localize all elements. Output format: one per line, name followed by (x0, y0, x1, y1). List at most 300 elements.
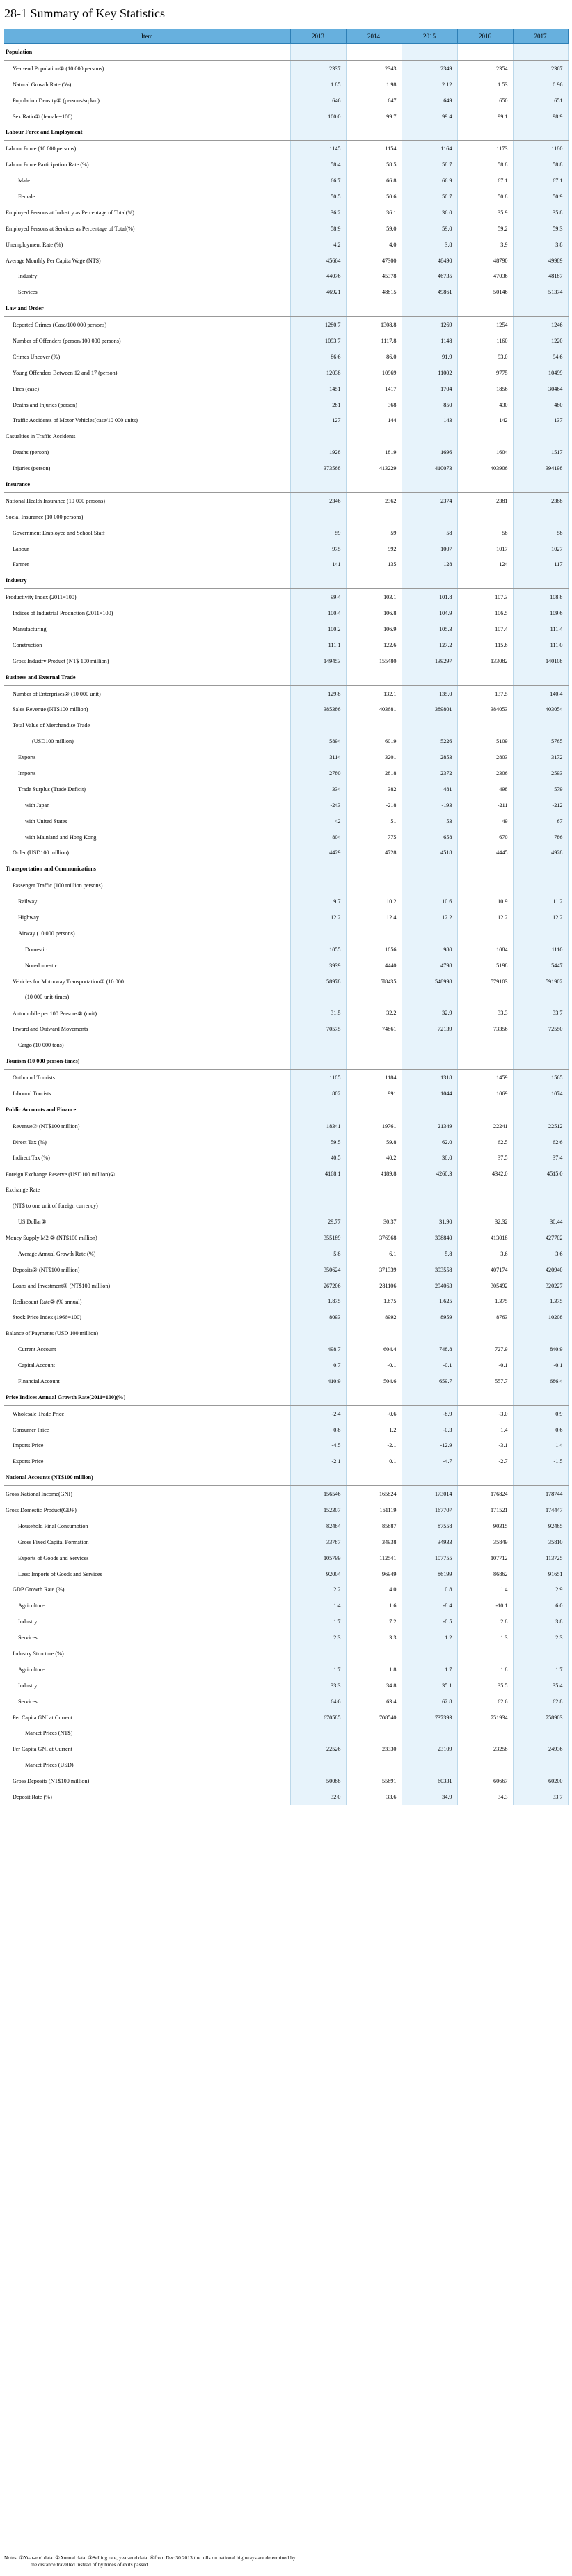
table-row (4, 685, 568, 701)
table-row (4, 1086, 568, 1102)
section-heading: Labour Force and Employment (4, 124, 290, 140)
cell-2015: 87558 (402, 1518, 457, 1534)
cell-2013 (290, 877, 346, 893)
table-row (4, 845, 568, 861)
cell-2017: 591902 (513, 974, 568, 990)
cell-2014: 155480 (346, 653, 402, 669)
section-heading: Population (4, 44, 290, 61)
cell-2013: -2.4 (290, 1405, 346, 1421)
table-row (4, 93, 568, 109)
table-row (4, 1357, 568, 1373)
cell-2016 (457, 1182, 513, 1198)
cell-2013: 127 (290, 412, 346, 428)
cell-2017: 58.8 (513, 157, 568, 173)
cell-2014: 7.2 (346, 1614, 402, 1630)
cell-2016: 137.5 (457, 685, 513, 701)
cell-2014: 50.6 (346, 189, 402, 205)
table-section-row (4, 669, 568, 685)
cell-2014: -218 (346, 797, 402, 813)
cell-2015: 21349 (402, 1118, 457, 1134)
table-row (4, 1646, 568, 1662)
cell-2016: 58 (457, 525, 513, 541)
cell-2013 (290, 509, 346, 525)
cell-2017: 91651 (513, 1566, 568, 1582)
row-label: Total Value of Merchandise Trade (4, 717, 290, 733)
table-row (4, 717, 568, 733)
cell-2017 (513, 1389, 568, 1405)
cell-2013: 129.8 (290, 685, 346, 701)
cell-2017: 403054 (513, 702, 568, 718)
table-row (4, 1550, 568, 1566)
cell-2013: 12.2 (290, 910, 346, 926)
cell-2017: 1517 (513, 444, 568, 460)
table-row (4, 1757, 568, 1773)
cell-2016: 1.4 (457, 1422, 513, 1438)
cell-2014: 59.0 (346, 221, 402, 237)
cell-2013: 1.875 (290, 1293, 346, 1309)
cell-2014: 1184 (346, 1070, 402, 1086)
cell-2017: 113725 (513, 1550, 568, 1566)
table-row (4, 1486, 568, 1502)
cell-2013 (290, 861, 346, 877)
cell-2016: 35849 (457, 1534, 513, 1550)
row-label: Gross Domestic Product(GDP) (4, 1502, 290, 1518)
cell-2014: -0.1 (346, 1357, 402, 1373)
cell-2017: 37.4 (513, 1150, 568, 1166)
table-row (4, 77, 568, 93)
cell-2015 (402, 428, 457, 444)
header-year-2016: 2016 (457, 29, 513, 44)
cell-2015: 393558 (402, 1262, 457, 1278)
table-section-row (4, 124, 568, 140)
cell-2017 (513, 1757, 568, 1773)
cell-2014 (346, 877, 402, 893)
cell-2014: 376968 (346, 1230, 402, 1246)
row-label: Current Account (4, 1341, 290, 1357)
cell-2013 (290, 1389, 346, 1405)
cell-2016 (457, 476, 513, 492)
row-label: Imports Price (4, 1437, 290, 1453)
cell-2016: 2381 (457, 492, 513, 508)
table-row (4, 284, 568, 300)
cell-2016 (457, 1726, 513, 1742)
cell-2015: 62.8 (402, 1694, 457, 1710)
cell-2014: 775 (346, 829, 402, 845)
cell-2014 (346, 1646, 402, 1662)
cell-2015: 1704 (402, 381, 457, 397)
cell-2013: 111.1 (290, 637, 346, 653)
cell-2014: 1117.8 (346, 333, 402, 349)
cell-2013: 410.9 (290, 1373, 346, 1389)
cell-2016: 142 (457, 412, 513, 428)
cell-2014: 48815 (346, 284, 402, 300)
table-row (4, 702, 568, 718)
cell-2015: 173014 (402, 1486, 457, 1502)
cell-2015: 34933 (402, 1534, 457, 1550)
cell-2015: 35.1 (402, 1678, 457, 1694)
row-label: Services (4, 284, 290, 300)
row-label: Year-end Population② (10 000 persons) (4, 60, 290, 76)
row-label: Male (4, 173, 290, 189)
cell-2015: 167707 (402, 1502, 457, 1518)
row-label: Revenue② (NT$100 million) (4, 1118, 290, 1134)
cell-2017 (513, 717, 568, 733)
table-row (4, 1726, 568, 1742)
cell-2017: 3.8 (513, 237, 568, 253)
row-label: Industry (4, 268, 290, 284)
cell-2017: 178744 (513, 1486, 568, 1502)
cell-2015: -0.3 (402, 1422, 457, 1438)
cell-2013 (290, 926, 346, 942)
table-row (4, 733, 568, 749)
cell-2014: 1154 (346, 141, 402, 157)
row-label: Unemployment Rate (%) (4, 237, 290, 253)
cell-2017: 30464 (513, 381, 568, 397)
notes-line-1: Notes: ①Year-end data. ②Annual data. ③Selling rate, year-end data. ④from Dec.30 2013,the tolls on national highways are determined by (4, 2554, 296, 2561)
cell-2013: 385386 (290, 702, 346, 718)
cell-2015: -12.9 (402, 1437, 457, 1453)
cell-2016: 413018 (457, 1230, 513, 1246)
cell-2013 (290, 669, 346, 685)
cell-2017: 174447 (513, 1502, 568, 1518)
row-label: Labour (4, 541, 290, 557)
cell-2014: 1308.8 (346, 317, 402, 333)
row-label: Stock Price Index (1966=100) (4, 1309, 290, 1325)
cell-2015 (402, 669, 457, 685)
cell-2017: 48187 (513, 268, 568, 284)
cell-2014: 371339 (346, 1262, 402, 1278)
cell-2013: 70575 (290, 1021, 346, 1037)
cell-2013: 350624 (290, 1262, 346, 1278)
row-label: Consumer Price (4, 1422, 290, 1438)
cell-2017: 1074 (513, 1086, 568, 1102)
cell-2013: 2.2 (290, 1582, 346, 1598)
cell-2013: 0.7 (290, 1357, 346, 1373)
cell-2017 (513, 1037, 568, 1053)
cell-2013 (290, 1757, 346, 1773)
cell-2016 (457, 572, 513, 588)
table-row (4, 990, 568, 1006)
cell-2013: 1.4 (290, 1598, 346, 1614)
cell-2015: 12.2 (402, 910, 457, 926)
cell-2015: 294063 (402, 1278, 457, 1294)
cell-2017: 1180 (513, 141, 568, 157)
cell-2016: 430 (457, 397, 513, 413)
cell-2013 (290, 1726, 346, 1742)
cell-2015: 31.90 (402, 1214, 457, 1230)
cell-2016: 384053 (457, 702, 513, 718)
cell-2014: 6.1 (346, 1246, 402, 1262)
cell-2017: 480 (513, 397, 568, 413)
table-row (4, 974, 568, 990)
cell-2017: 60200 (513, 1773, 568, 1789)
cell-2013: 33787 (290, 1534, 346, 1550)
cell-2013: 58.4 (290, 157, 346, 173)
cell-2013 (290, 1198, 346, 1214)
cell-2013: 5.8 (290, 1246, 346, 1262)
table-section-row (4, 1389, 568, 1405)
cell-2016: 107712 (457, 1550, 513, 1566)
table-section-row (4, 572, 568, 588)
cell-2014: 122.6 (346, 637, 402, 653)
cell-2016: 407174 (457, 1262, 513, 1278)
table-row (4, 1293, 568, 1309)
cell-2015: 1.7 (402, 1662, 457, 1678)
cell-2016: 106.5 (457, 605, 513, 621)
cell-2014: 63.4 (346, 1694, 402, 1710)
cell-2016 (457, 44, 513, 61)
cell-2017: 92465 (513, 1518, 568, 1534)
table-row (4, 1614, 568, 1630)
cell-2014: 161119 (346, 1502, 402, 1518)
cell-2013: 58978 (290, 974, 346, 990)
cell-2015: 72139 (402, 1021, 457, 1037)
row-label: Deaths and Injuries (person) (4, 397, 290, 413)
cell-2013: 2780 (290, 765, 346, 781)
table-row (4, 1246, 568, 1262)
cell-2013: 9.7 (290, 893, 346, 910)
row-label: Trade Surplus (Trade Deficit) (4, 781, 290, 797)
cell-2014: 59 (346, 525, 402, 541)
cell-2015: 127.2 (402, 637, 457, 653)
cell-2014: 1.98 (346, 77, 402, 93)
cell-2015: 99.4 (402, 109, 457, 125)
cell-2014: 1.6 (346, 1598, 402, 1614)
cell-2017: 2593 (513, 765, 568, 781)
cell-2013: 0.8 (290, 1422, 346, 1438)
cell-2014 (346, 669, 402, 685)
cell-2015: 1269 (402, 317, 457, 333)
row-label: Government Employee and School Staff (4, 525, 290, 541)
cell-2017: -212 (513, 797, 568, 813)
cell-2017 (513, 300, 568, 316)
cell-2014: 2362 (346, 492, 402, 508)
cell-2013: 498.7 (290, 1341, 346, 1357)
row-label: Traffic Accidents of Motor Vehicles(case/10 000 units) (4, 412, 290, 428)
table-row (4, 1710, 568, 1726)
cell-2016: 1254 (457, 317, 513, 333)
cell-2015: 0.8 (402, 1582, 457, 1598)
cell-2016: 33.3 (457, 1005, 513, 1021)
table-row (4, 397, 568, 413)
row-label: Balance of Payments (USD 100 million) (4, 1325, 290, 1341)
cell-2016: 35.9 (457, 205, 513, 221)
cell-2014 (346, 1757, 402, 1773)
cell-2017 (513, 1469, 568, 1485)
cell-2016: -2.7 (457, 1453, 513, 1469)
cell-2016: 171521 (457, 1502, 513, 1518)
cell-2015: 36.0 (402, 205, 457, 221)
row-label: Loans and Investment② (NT$100 million) (4, 1278, 290, 1294)
cell-2014 (346, 572, 402, 588)
table-row (4, 958, 568, 974)
table-row (4, 333, 568, 349)
cell-2014: 96949 (346, 1566, 402, 1582)
cell-2017 (513, 990, 568, 1006)
section-heading: Industry (4, 572, 290, 588)
cell-2014: 55691 (346, 1773, 402, 1789)
cell-2015 (402, 124, 457, 140)
cell-2016: 67.1 (457, 173, 513, 189)
cell-2015: 53 (402, 813, 457, 829)
table-row (4, 1678, 568, 1694)
cell-2017: 35.8 (513, 205, 568, 221)
cell-2017: 786 (513, 829, 568, 845)
cell-2016: -0.1 (457, 1357, 513, 1373)
cell-2015: 1318 (402, 1070, 457, 1086)
cell-2015: -4.7 (402, 1453, 457, 1469)
row-label: Industry (4, 1678, 290, 1694)
cell-2017: 0.96 (513, 77, 568, 93)
cell-2013: 149453 (290, 653, 346, 669)
row-label: Direct Tax (%) (4, 1134, 290, 1150)
cell-2016 (457, 124, 513, 140)
header-year-2014: 2014 (346, 29, 402, 44)
cell-2014 (346, 476, 402, 492)
cell-2017: 5447 (513, 958, 568, 974)
table-row (4, 237, 568, 253)
cell-2014: 99.7 (346, 109, 402, 125)
cell-2016: -10.1 (457, 1598, 513, 1614)
row-label: Per Capita GNI at Current (4, 1710, 290, 1726)
cell-2015: 11002 (402, 365, 457, 381)
row-label: Social Insurance (10 000 persons) (4, 509, 290, 525)
row-label: Money Supply M2 ② (NT$100 million) (4, 1230, 290, 1246)
row-label: Per Capita GNI at Current (4, 1741, 290, 1757)
cell-2017 (513, 669, 568, 685)
cell-2013: 50088 (290, 1773, 346, 1789)
cell-2014: 382 (346, 781, 402, 797)
cell-2014: 58.5 (346, 157, 402, 173)
cell-2015 (402, 877, 457, 893)
row-label: Exports Price (4, 1453, 290, 1469)
cell-2013: 3939 (290, 958, 346, 974)
row-label: Number of Offenders (person/100 000 persons) (4, 333, 290, 349)
page-title: 28-1 Summary of Key Statistics (4, 6, 165, 20)
cell-2016: 23258 (457, 1741, 513, 1757)
row-label: Productivity Index (2011=100) (4, 589, 290, 605)
cell-2014: 1.8 (346, 1662, 402, 1678)
cell-2017: 686.4 (513, 1373, 568, 1389)
cell-2017: 94.6 (513, 349, 568, 365)
row-label: Market Prices (NT$) (4, 1726, 290, 1742)
cell-2016: 124 (457, 557, 513, 573)
cell-2013: 1928 (290, 444, 346, 460)
cell-2017: 840.9 (513, 1341, 568, 1357)
cell-2015 (402, 44, 457, 61)
table-section-row (4, 476, 568, 492)
table-row (4, 1373, 568, 1389)
cell-2013: 12038 (290, 365, 346, 381)
row-label: Foreign Exchange Reserve (USD100 million)② (4, 1166, 290, 1182)
cell-2014: 33.6 (346, 1789, 402, 1805)
cell-2013: 32.0 (290, 1789, 346, 1805)
summary-statistics-table (4, 29, 569, 1805)
cell-2013: 99.4 (290, 589, 346, 605)
cell-2014: 32.2 (346, 1005, 402, 1021)
table-section-row (4, 1102, 568, 1118)
cell-2016: 5198 (457, 958, 513, 974)
header-item: Item (4, 29, 290, 44)
cell-2017: 22512 (513, 1118, 568, 1134)
cell-2015 (402, 926, 457, 942)
cell-2015 (402, 1757, 457, 1773)
cell-2014: 132.1 (346, 685, 402, 701)
cell-2016: 2306 (457, 765, 513, 781)
cell-2014: 112541 (346, 1550, 402, 1566)
row-label: Rediscount Rate② (% annual) (4, 1293, 290, 1309)
row-label: Reported Crimes (Case/100 000 persons) (4, 317, 290, 333)
table-row (4, 1789, 568, 1805)
cell-2017: 2388 (513, 492, 568, 508)
row-label: Farmer (4, 557, 290, 573)
table-row (4, 1150, 568, 1166)
cell-2013 (290, 1469, 346, 1485)
table-row (4, 541, 568, 557)
table-section-row (4, 44, 568, 61)
cell-2017: 33.7 (513, 1789, 568, 1805)
cell-2014: 19761 (346, 1118, 402, 1134)
cell-2017: 62.6 (513, 1134, 568, 1150)
section-heading: Law and Order (4, 300, 290, 316)
cell-2016 (457, 1198, 513, 1214)
cell-2013: 4429 (290, 845, 346, 861)
table-row (4, 1534, 568, 1550)
cell-2013: 82484 (290, 1518, 346, 1534)
table-row (4, 829, 568, 845)
table-row (4, 349, 568, 365)
table-row (4, 1694, 568, 1710)
section-heading: Price Indices Annual Growth Rate(2011=100)(%) (4, 1389, 290, 1405)
cell-2017: 2.9 (513, 1582, 568, 1598)
cell-2013: 8093 (290, 1309, 346, 1325)
cell-2015: -8.9 (402, 1405, 457, 1421)
cell-2016: 62.5 (457, 1134, 513, 1150)
cell-2015: 2374 (402, 492, 457, 508)
cell-2015: 62.0 (402, 1134, 457, 1150)
cell-2013: 58.9 (290, 221, 346, 237)
cell-2013: 100.4 (290, 605, 346, 621)
cell-2013 (290, 44, 346, 61)
cell-2014 (346, 300, 402, 316)
row-label: Deposits② (NT$100 million) (4, 1262, 290, 1278)
cell-2013: 31.5 (290, 1005, 346, 1021)
cell-2017: 51374 (513, 284, 568, 300)
cell-2016: 305492 (457, 1278, 513, 1294)
cell-2015: 34.9 (402, 1789, 457, 1805)
cell-2013: 44076 (290, 268, 346, 284)
row-label: Exports of Goods and Services (4, 1550, 290, 1566)
cell-2016 (457, 1102, 513, 1118)
table-header-row (4, 29, 568, 44)
cell-2015: 5.8 (402, 1246, 457, 1262)
cell-2015: 4518 (402, 845, 457, 861)
cell-2014: 1.875 (346, 1293, 402, 1309)
table-row (4, 141, 568, 157)
table-row (4, 621, 568, 637)
cell-2017: 3.8 (513, 1614, 568, 1630)
table-row (4, 381, 568, 397)
cell-2015: 128 (402, 557, 457, 573)
cell-2016: 37.5 (457, 1150, 513, 1166)
table-section-row (4, 861, 568, 877)
cell-2013 (290, 1102, 346, 1118)
cell-2016: 115.6 (457, 637, 513, 653)
cell-2014: 135 (346, 557, 402, 573)
cell-2014: 1.2 (346, 1422, 402, 1438)
row-label: Sex Ratio② (female=100) (4, 109, 290, 125)
row-label: Inward and Outward Movements (4, 1021, 290, 1037)
